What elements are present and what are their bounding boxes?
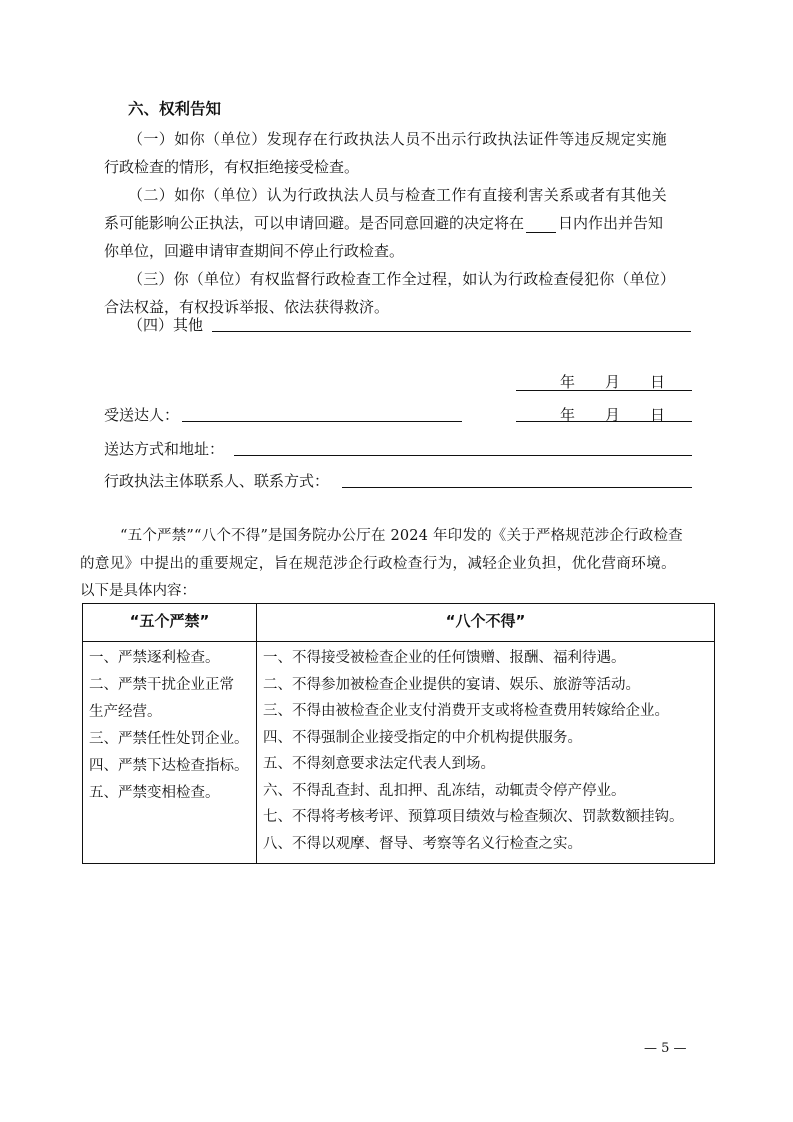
intro-line1: “五个严禁”“八个不得”是国务院办公厅在 2024 年印发的《关于严格规范涉企行政检查 [120,528,683,544]
date-2: 年 月 日 [560,406,666,424]
list-item: 二、严禁干扰企业正常 [89,677,234,693]
date-1-line [516,390,692,391]
list-item: 六、不得乱查封、乱扣押、乱冻结，动辄责令停产停业。 [263,782,626,799]
intro-line3: 以下是具体内容： [80,583,196,599]
date-1: 年 月 日 [560,373,666,391]
days-blank[interactable] [526,214,556,233]
item1-line1: （一）如你（单位）发现存在行政执法人员不出示行政执法证件等违反规定实施 [128,130,668,148]
list-item: 生产经营。 [89,704,162,720]
list-item: 三、不得由被检查企业支付消费开支或将检查费用转嫁给企业。 [263,703,669,719]
contact-blank[interactable] [342,487,692,488]
item2-line1: （二）如你（单位）认为行政执法人员与检查工作有直接利害关系或者有其他关 [128,186,668,204]
five-prohibitions-header: “五个严禁” [83,604,257,642]
recipient-blank[interactable] [182,421,462,422]
recipient-label: 受送达人： [104,406,180,424]
item2-line2-b: 日内作出并告知 [558,214,664,232]
item4-label: （四）其他 [128,316,204,334]
date-2-line [516,421,692,422]
list-item: 七、不得将考核考评、预算项目绩效与检查频次、罚款数额挂钩。 [263,809,684,825]
item2-line2 [104,212,663,233]
list-item: 一、不得接受被检查企业的任何馈赠、报酬、福利待遇。 [263,650,626,666]
section-title: 六、权利告知 [128,100,222,118]
table-body-row [83,642,715,864]
contact-label: 行政执法主体联系人、联系方式： [104,472,330,490]
rules-table [82,603,715,864]
five-prohibitions-cell [83,642,257,864]
item3-line1: （三）你（单位）有权监督行政检查工作全过程，如认为行政检查侵犯你（单位） [128,270,676,288]
item2-line3: 你单位，回避申请审查期间不停止行政检查。 [104,242,405,260]
list-item: 五、严禁变相检查。 [89,785,220,801]
page-number: — 5 — [644,1041,687,1056]
intro-line2: 的意见》中提出的重要规定，旨在规范涉企行政检查行为，减轻企业负担，优化营商环境。 [80,556,676,572]
list-item: 二、不得参加被检查企业提供的宴请、娱乐、旅游等活动。 [263,676,640,693]
eight-musts-header: “八个不得” [257,604,715,642]
item1-line2: 行政检查的情形，有权拒绝接受检查。 [104,158,360,176]
list-item: 八、不得以观摩、督导、考察等名义行检查之实。 [263,835,582,852]
list-item: 三、严禁任性处罚企业。 [89,731,249,747]
delivery-label: 送达方式和地址： [104,440,225,458]
table-header-row [83,604,715,642]
list-item: 一、严禁逐利检查。 [89,650,220,666]
list-item: 四、不得强制企业接受指定的中介机构提供服务。 [263,729,582,746]
item4-blank[interactable] [212,331,691,332]
item2-line2-a: 系可能影响公正执法，可以申请回避。是否同意回避的决定将在 [104,214,525,232]
item3-line2: 合法权益，有权投诉举报、依法获得救济。 [104,298,390,316]
list-item: 四、严禁下达检查指标。 [89,758,249,774]
eight-musts-cell [257,642,715,864]
delivery-blank[interactable] [234,455,692,456]
list-item: 五、不得刻意要求法定代表人到场。 [263,756,495,772]
